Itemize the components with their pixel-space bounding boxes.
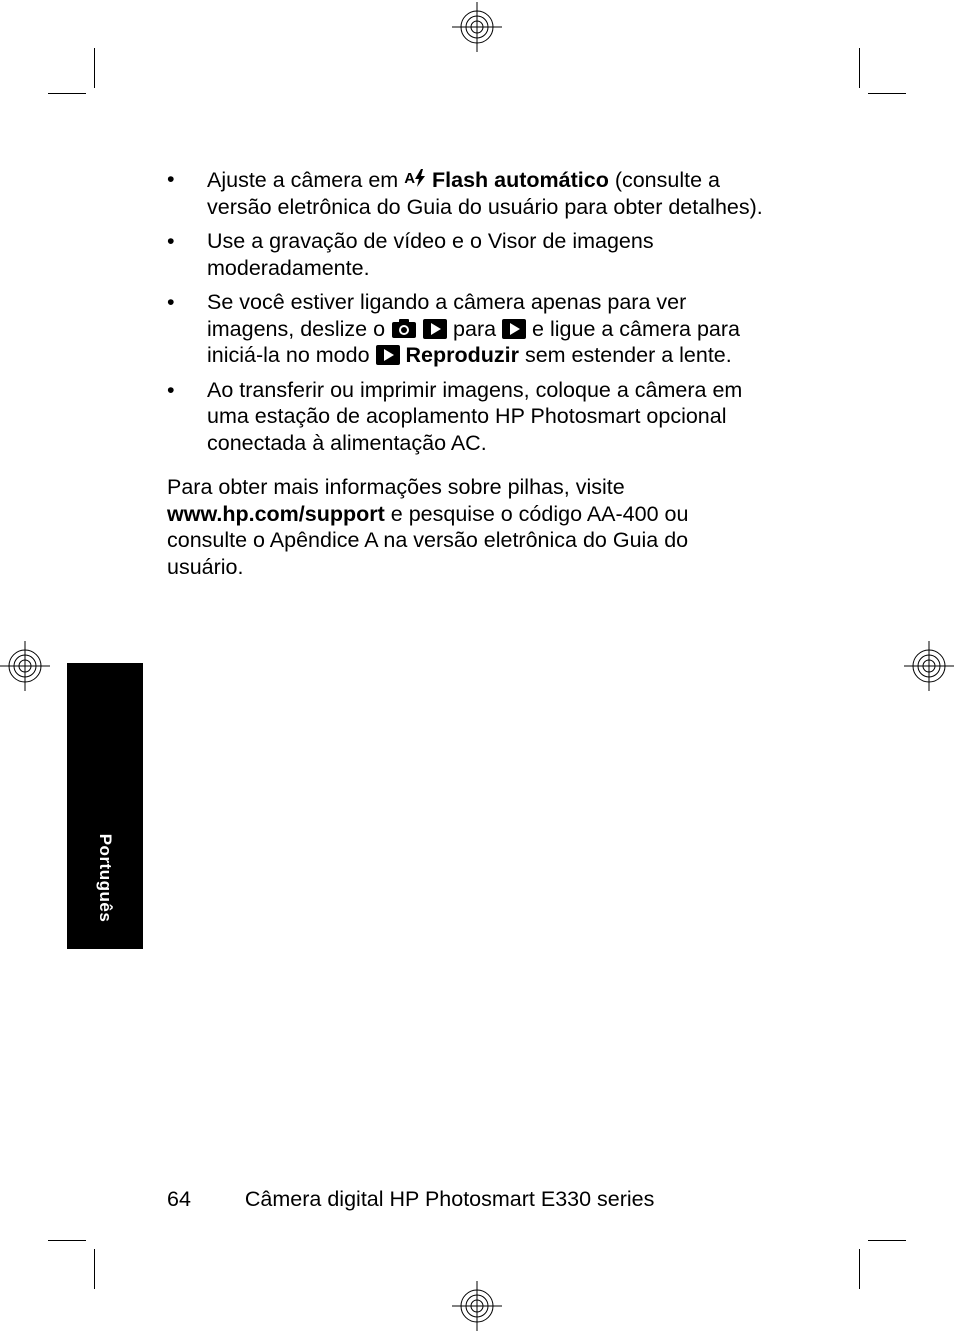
item-text: (consulte a versão eletrônica do Guia do usuário para obter detalhes). — [207, 168, 763, 219]
bullet-glyph: • — [167, 229, 175, 253]
page-footer — [167, 1186, 654, 1212]
language-tab — [67, 663, 143, 949]
auto-flash-icon — [404, 166, 426, 193]
crop-mark — [48, 93, 86, 94]
info-paragraph — [167, 474, 767, 580]
item-text: Use a gravação de vídeo e o Visor de imagens moderadamente. — [207, 229, 654, 280]
bullet-glyph: • — [167, 290, 175, 314]
item-bold-text: Reproduzir — [405, 343, 519, 367]
paragraph-text: Para obter mais informações sobre pilhas, visite — [167, 475, 625, 499]
language-tab-label: Português — [96, 833, 115, 923]
bullet-glyph: • — [167, 377, 175, 402]
list-item — [167, 377, 767, 457]
playback-icon — [502, 319, 526, 339]
crop-mark — [48, 1240, 86, 1241]
support-link[interactable]: www.hp.com/support — [167, 501, 385, 526]
registration-mark-icon — [452, 2, 502, 52]
item-text: Se você estiver ligando a câmera apenas para ver imagens, deslize o — [207, 290, 687, 341]
item-bold-text: Flash automático — [432, 168, 609, 192]
playback-icon — [423, 319, 447, 339]
list-item — [167, 289, 767, 369]
bullet-list — [167, 166, 767, 456]
crop-mark — [868, 1240, 906, 1241]
crop-mark — [94, 1249, 95, 1289]
footer-title: Câmera digital HP Photosmart E330 series — [244, 1187, 655, 1211]
auto-flash-icon-letter: A — [404, 170, 415, 187]
item-text: para — [453, 316, 497, 341]
crop-mark — [94, 48, 95, 88]
crop-mark — [859, 48, 860, 88]
registration-mark-icon — [452, 1281, 502, 1331]
crop-mark — [859, 1249, 860, 1289]
paragraph-text: e pesquise o código AA-400 ou consulte o Apêndice A na versão eletrônica do Guia do usuário. — [167, 501, 689, 579]
playback-icon — [376, 345, 400, 365]
page-number: 64 — [167, 1187, 191, 1211]
item-text: Ao transferir ou imprimir imagens, coloque a câmera em uma estação de acoplamento HP Photosmart opcional conectada à alimentação AC. — [207, 377, 743, 455]
list-item — [167, 166, 767, 220]
item-text: Ajuste a câmera em — [207, 168, 399, 192]
item-text: e ligue a câmera para iniciá-la no modo — [207, 316, 741, 367]
camera-icon — [391, 319, 417, 339]
list-item — [167, 228, 767, 281]
page-content — [167, 166, 767, 580]
registration-mark-icon — [0, 641, 50, 691]
crop-mark — [868, 93, 906, 94]
registration-mark-icon — [904, 641, 954, 691]
item-text: sem estender a lente. — [524, 343, 732, 367]
bullet-glyph: • — [167, 167, 175, 191]
